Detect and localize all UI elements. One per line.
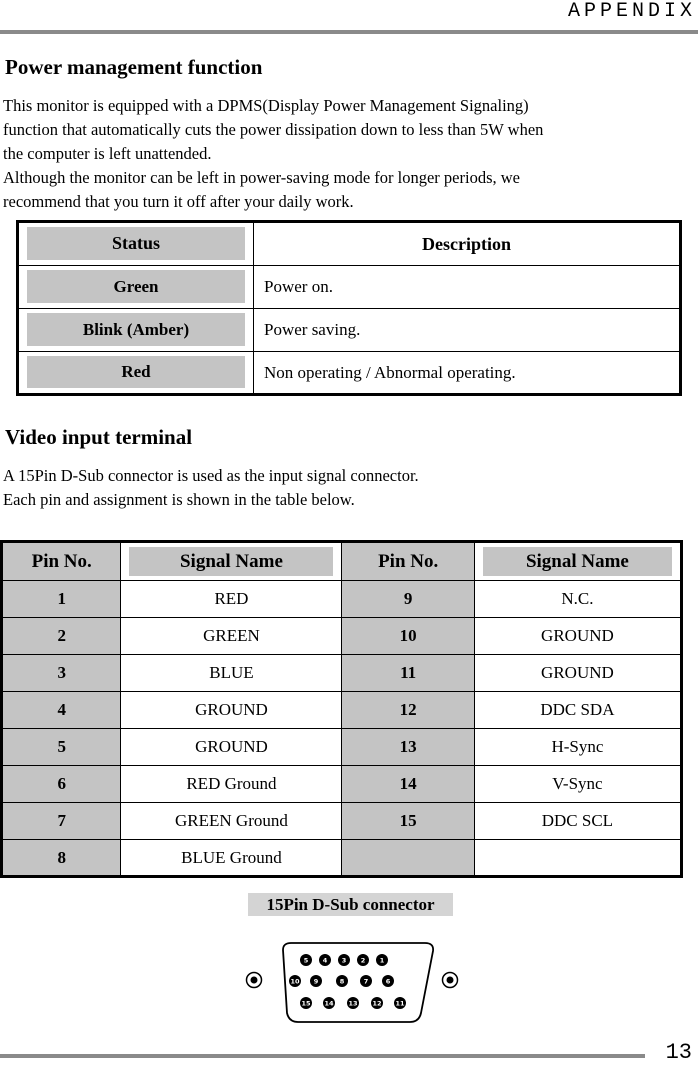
pin-assignment-table: [0, 540, 683, 878]
status-header-label: Status: [27, 227, 245, 261]
dsub-connector-icon: [238, 938, 464, 1028]
video-line: A 15Pin D-Sub connector is used as the input signal connector.: [3, 466, 419, 485]
table-row: [18, 352, 681, 395]
signal-name-cell: N.C.: [474, 581, 681, 618]
pin-number-cell: 3: [2, 655, 121, 692]
connector-pin-label: 5: [303, 956, 309, 965]
power-status-table: [16, 220, 682, 396]
footer-rule: [0, 1054, 645, 1058]
signal-name-cell: V-Sync: [474, 766, 681, 803]
status-cell: [18, 352, 254, 395]
signal-name-cell: GROUND: [121, 729, 342, 766]
table-row: [18, 266, 681, 309]
pin-number-cell: 9: [342, 581, 474, 618]
signal-name-cell: [474, 840, 681, 877]
pin-number-cell: 14: [342, 766, 474, 803]
status-header-cell: [18, 222, 254, 266]
signal-name-cell: DDC SDA: [474, 692, 681, 729]
signal-name-cell: GROUND: [121, 692, 342, 729]
connector-pin-label: 1: [379, 956, 385, 965]
pin-number-cell: 6: [2, 766, 121, 803]
table-row: [2, 655, 682, 692]
pin-number-cell: 11: [342, 655, 474, 692]
power-line: Although the monitor can be left in power-saving mode for longer periods, we: [3, 168, 520, 187]
connector-pin-label: 9: [313, 977, 319, 986]
power-section-title: Power management function: [5, 55, 263, 79]
connector-pin-label: 15: [301, 999, 311, 1008]
video-section-title: Video input terminal: [5, 425, 193, 449]
pin-number-cell: 12: [342, 692, 474, 729]
signal-name-cell: GREEN: [121, 618, 342, 655]
power-line: the computer is left unattended.: [3, 144, 212, 163]
pin-number-cell: 15: [342, 803, 474, 840]
signal-name-header-label: Signal Name: [129, 547, 333, 576]
connector-pin-label: 6: [385, 977, 391, 986]
pin-number-cell: 8: [2, 840, 121, 877]
signal-name-cell: GREEN Ground: [121, 803, 342, 840]
signal-name-cell: DDC SCL: [474, 803, 681, 840]
status-label: Red: [27, 356, 245, 389]
table-row: [18, 309, 681, 352]
description-cell: Power on.: [254, 266, 681, 309]
pin-no-header: Pin No.: [2, 542, 121, 581]
header-rule: [0, 30, 698, 34]
pin-number-cell: 13: [342, 729, 474, 766]
appendix-header: APPENDIX: [567, 0, 696, 23]
description-header-cell: Description: [254, 222, 681, 266]
power-line: This monitor is equipped with a DPMS(Display Power Management Signaling): [3, 96, 529, 115]
pin-number-cell: 2: [2, 618, 121, 655]
connector-pin-label: 7: [363, 977, 369, 986]
table-row: [2, 840, 682, 877]
signal-name-cell: BLUE Ground: [121, 840, 342, 877]
connector-pin-label: 12: [372, 999, 382, 1008]
description-cell: Non operating / Abnormal operating.: [254, 352, 681, 395]
pin-number-cell: [342, 840, 474, 877]
signal-name-header-label: Signal Name: [483, 547, 672, 576]
table-row: [2, 766, 682, 803]
pin-number-cell: 5: [2, 729, 121, 766]
table-header-row: [2, 542, 682, 581]
power-line: function that automatically cuts the power dissipation down to less than 5W when: [3, 120, 544, 139]
connector-pin-label: 2: [360, 956, 366, 965]
connector-pin-label: 3: [341, 956, 347, 965]
signal-name-cell: GROUND: [474, 655, 681, 692]
description-cell: Power saving.: [254, 309, 681, 352]
status-cell: [18, 309, 254, 352]
table-header-row: [18, 222, 681, 266]
signal-name-header: [474, 542, 681, 581]
pin-number-cell: 10: [342, 618, 474, 655]
status-label: Blink (Amber): [27, 313, 245, 347]
connector-pin-label: 11: [395, 999, 405, 1008]
status-label: Green: [27, 270, 245, 304]
pin-number-cell: 1: [2, 581, 121, 618]
power-line: recommend that you turn it off after your daily work.: [3, 192, 354, 211]
status-cell: [18, 266, 254, 309]
video-line: Each pin and assignment is shown in the table below.: [3, 490, 355, 509]
connector-pin-label: 4: [322, 956, 328, 965]
connector-pin-label: 10: [290, 977, 300, 986]
signal-name-header: [121, 542, 342, 581]
signal-name-cell: H-Sync: [474, 729, 681, 766]
pin-no-header: Pin No.: [342, 542, 474, 581]
signal-name-cell: RED Ground: [121, 766, 342, 803]
pin-number-cell: 7: [2, 803, 121, 840]
connector-pin-label: 8: [339, 977, 345, 986]
signal-name-cell: BLUE: [121, 655, 342, 692]
signal-name-cell: GROUND: [474, 618, 681, 655]
table-row: [2, 729, 682, 766]
table-row: [2, 692, 682, 729]
connector-caption: 15Pin D-Sub connector: [248, 893, 453, 916]
table-row: [2, 581, 682, 618]
table-row: [2, 618, 682, 655]
page-number: 13: [665, 1040, 692, 1065]
pin-number-cell: 4: [2, 692, 121, 729]
connector-pin-label: 14: [324, 999, 334, 1008]
signal-name-cell: RED: [121, 581, 342, 618]
connector-pin-label: 13: [348, 999, 358, 1008]
table-row: [2, 803, 682, 840]
